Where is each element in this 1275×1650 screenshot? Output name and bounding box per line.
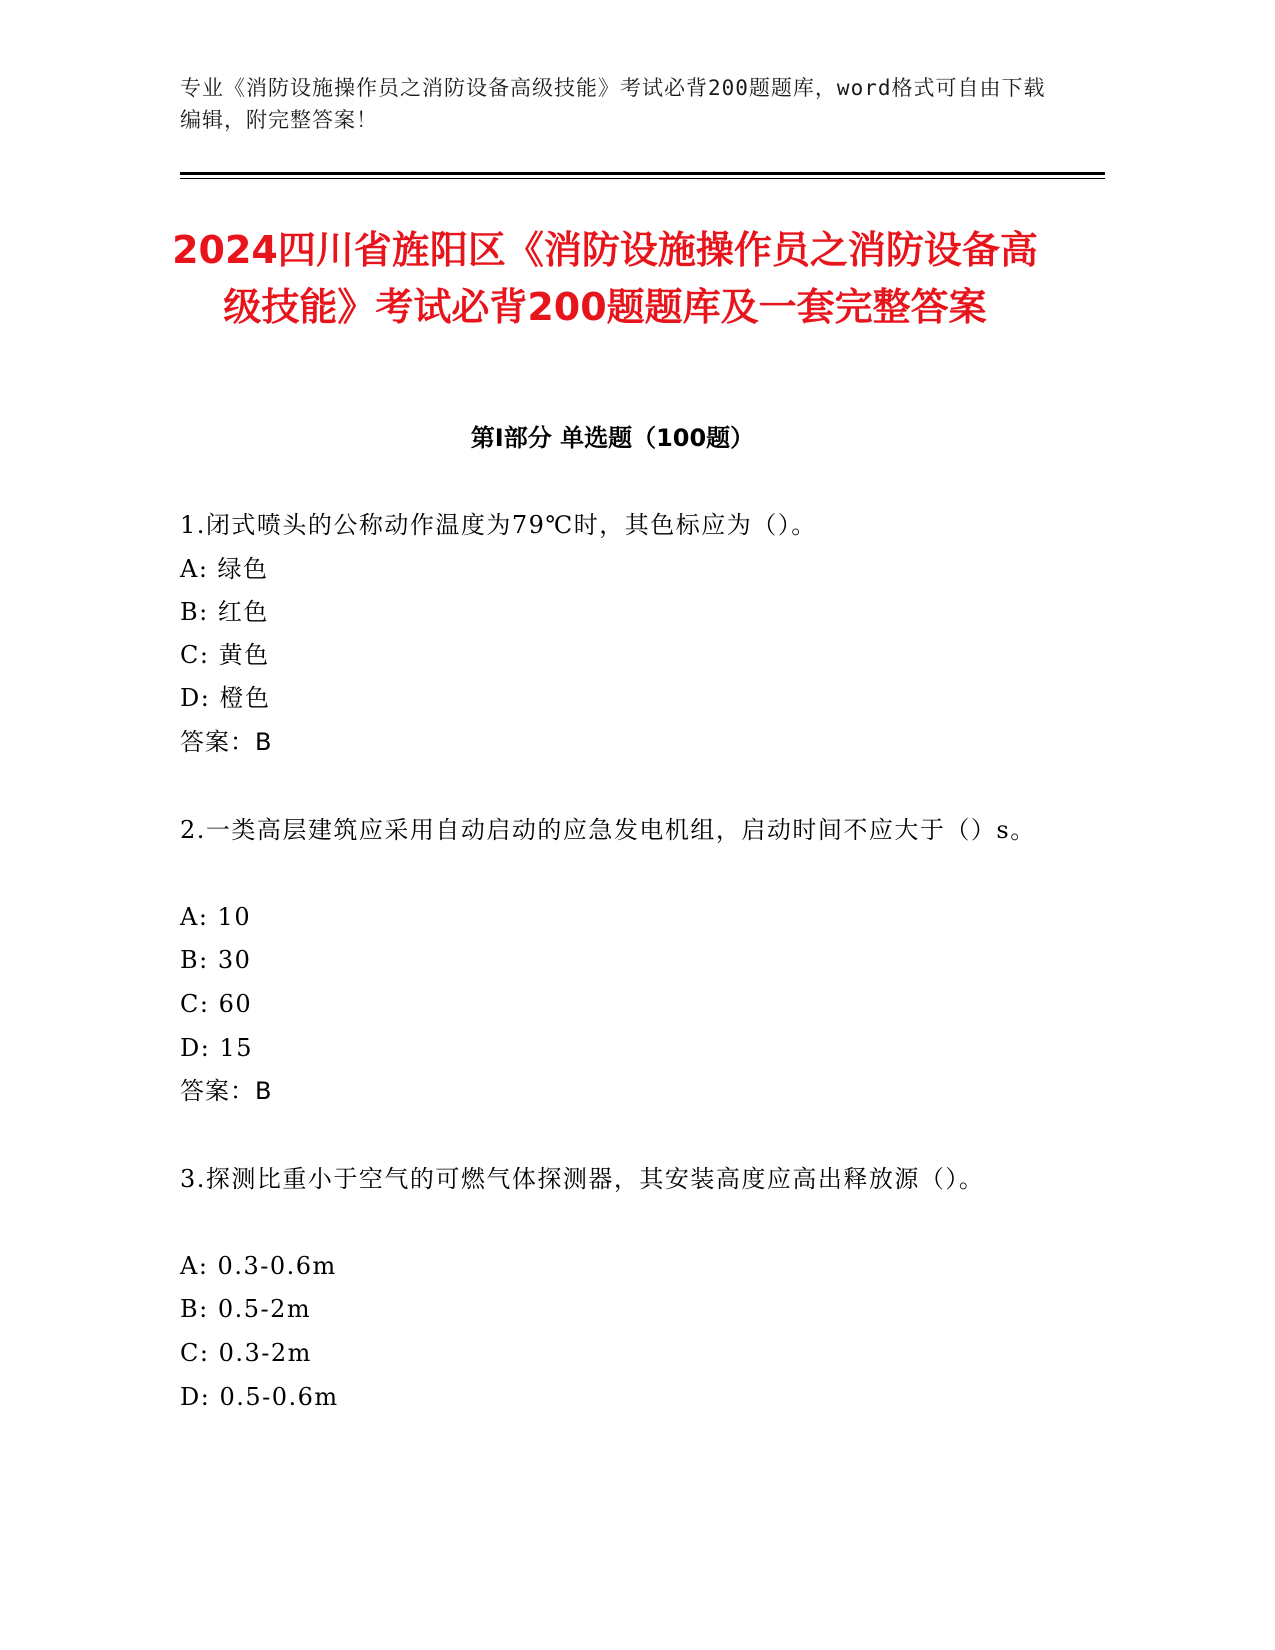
section-title: 第I部分 单选题（100题） <box>470 424 755 452</box>
question-1-option-b: B: 红色 <box>180 598 269 626</box>
question-2-option-d: D: 15 <box>180 1034 253 1062</box>
question-1-stem: 1.闭式喷头的公称动作温度为79℃时，其色标应为（）。 <box>180 511 817 539</box>
question-1-option-d: D: 橙色 <box>180 684 271 712</box>
question-3-option-b: B: 0.5-2m <box>180 1295 312 1323</box>
question-3-option-d: D: 0.5-0.6m <box>180 1383 339 1411</box>
question-2-option-b: B: 30 <box>180 946 252 974</box>
question-2-stem: 2.一类高层建筑应采用自动启动的应急发电机组，启动时间不应大于（）s。 <box>180 816 1036 844</box>
document-title: 2024四川省旌阳区《消防设施操作员之消防设备高级技能》考试必背200题题库及一套完整答案 <box>172 228 1038 329</box>
question-2-option-a: A: 10 <box>180 903 252 931</box>
header-divider-thick <box>180 172 1105 175</box>
question-3-option-a: A: 0.3-0.6m <box>180 1252 337 1280</box>
question-2-answer: 答案：B <box>180 1077 273 1105</box>
question-3-stem: 3.探测比重小于空气的可燃气体探测器，其安装高度应高出释放源（）。 <box>180 1165 985 1193</box>
page-header-note: 专业《消防设施操作员之消防设备高级技能》考试必背200题题库，word格式可自由下载编辑，附完整答案！ <box>180 76 1046 132</box>
question-1-answer: 答案：B <box>180 728 273 756</box>
question-3-option-c: C: 0.3-2m <box>180 1339 312 1367</box>
question-1-option-c: C: 黄色 <box>180 641 270 669</box>
question-1-option-a: A: 绿色 <box>180 555 269 583</box>
question-2-option-c: C: 60 <box>180 990 253 1018</box>
header-divider-thin <box>180 178 1105 179</box>
